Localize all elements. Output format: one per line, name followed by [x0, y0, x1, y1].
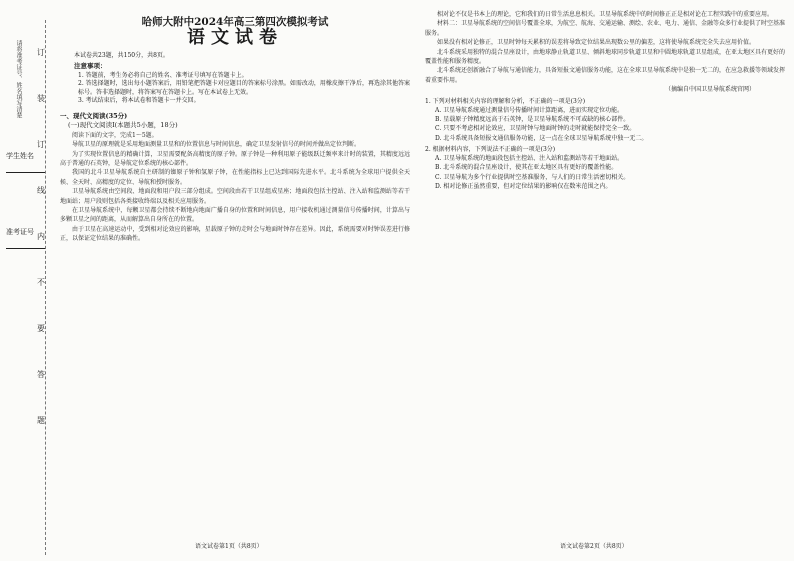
notes-heading: 注意事项： [74, 62, 107, 71]
exam-title: 哈师大附中2024年高三第四次模拟考试 [141, 16, 329, 28]
question-1-stem: 1. 下列对材料相关内容的理解和分析，不正确的一项是(3分) [425, 97, 586, 105]
left-page [60, 10, 410, 244]
passage-paragraph: 北斗系统采用独特的混合星座设计，由地球静止轨道卫星、倾斜地球同步轨道卫星和中圆地球轨道卫星组成，在亚太地区具有更好的覆盖性能和服务精度。 [425, 48, 786, 66]
seal-char: 装 [37, 94, 45, 103]
subject-title: 语文试卷 [187, 27, 283, 49]
binding-margin [0, 0, 52, 561]
subsection-heading: (一)现代文阅读Ⅰ(本题共5小题，18分) [68, 121, 178, 130]
right-page-footer: 语文试卷第2页（共8页） [560, 543, 628, 550]
passage-paragraph: 我国的北斗卫星导航系统自主研制的铷原子钟和氢原子钟，在性能指标上已达到国际先进水平。北斗系统为全球用户提供全天候、全天时、高精度的定位、导航和授时服务。 [60, 169, 410, 186]
passage-paragraph: 卫星导航系统由空间段、地面段和用户段三部分组成。空间段由若干卫星组成星座；地面段包括主控站、注入站和监测站等若干地面站；用户段则包括各类接收终端以及相关应用服务。 [60, 188, 410, 205]
passage-paragraph: 由于卫星在高速运动中，受到相对论效应的影响，星载原子钟的走时会与地面时钟存在差异。因此，系统需要对时钟误差进行修正，以保证定位结果的准确性。 [60, 225, 410, 243]
seal-char: 不 [37, 278, 45, 287]
seal-char: 订 [37, 48, 45, 57]
passage-paragraph: 为了实现位置信息的精确计算，卫星需要配备高精度的原子钟。原子钟是一种利用原子能级跃迁频率来计时的装置，其精度远远高于普通的石英钟，是导航定位系统的核心部件。 [60, 150, 410, 168]
right-page [425, 10, 785, 191]
seal-char: 要 [37, 324, 45, 333]
question-2-option-a: A. 卫星导航系统的地面段包括主控站、注入站和监测站等若干地面站。 [435, 155, 624, 163]
seal-char: 线 [37, 186, 45, 195]
note-item: 2. 答选择题时，选出每小题答案后，用铅笔把答题卡对应题目的答案标号涂黑。如需改动，用橡皮擦干净后，再选涂其他答案标号。答非选择题时，将答案写在答题卡上。写在本试卷上无效。 [78, 80, 410, 96]
question-1-option-c: C. 只要不考虑相对论效应，卫星时钟与地面时钟的走时就能保持完全一致。 [435, 125, 636, 133]
passage-paragraph: 相对论不仅是书本上的理论，它和我们的日常生活息息相关。卫星导航系统中的时间修正正是相对论在工程实践中的重要应用。 [437, 11, 774, 18]
left-page-footer: 语文试卷第1页（共8页） [195, 543, 263, 550]
passage-paragraph: 导航卫星的原理就是采用地面测量卫星和的位置信息与时间信息，确定卫星发射信号的时间并做出定位判断。 [72, 141, 361, 149]
question-2-stem: 2. 根据材料内容，下列说法不正确的一项是(3分) [425, 145, 556, 153]
seal-char: 订 [37, 140, 45, 149]
exam-number-label: 准考证号 [6, 228, 34, 236]
passage-source: （摘编自中国卫星导航系统官网） [664, 86, 755, 94]
section-heading: 一、现代文阅读(35分) [60, 112, 128, 120]
question-2-option-b: B. 北斗系统的混合星座设计，使其在亚太地区具有更好的覆盖性能。 [435, 164, 618, 172]
exam-meta: 本试卷共23题，共150分，共8页。 [74, 51, 169, 59]
passage-paragraph: 如果没有相对论修正，卫星时钟每天累积的误差将导致定位结果出现数公里的偏差，这将使导航系统完全失去应用价值。 [437, 39, 756, 47]
binding-note: 请将准考证号、姓名填写清楚 [15, 40, 22, 118]
instruction: 阅读下面的文字，完成1～5题。 [72, 131, 158, 139]
question-1-option-d: D. 北斗系统具备短报文通信服务功能，这一点在全球卫星导航系统中独一无二。 [435, 134, 648, 142]
binding-dashed-line [45, 20, 46, 555]
question-1-option-b: B. 星载原子钟精度远高于石英钟，是卫星导航系统不可或缺的核心部件。 [435, 116, 630, 124]
question-2-option-d: D. 相对论修正虽然重要，但对定位结果的影响仅在数米范围之内。 [435, 182, 612, 190]
note-item: 1. 答题前，考生务必将自己的姓名、准考证号填写在答题卡上。 [78, 71, 248, 79]
question-1-option-a: A. 卫星导航系统通过测量信号传播时间计算距离，进而实现定位功能。 [435, 107, 624, 115]
passage-paragraph: 材料二：卫星导航系统的空间信号覆盖全球，为航空、航海、交通运输、测绘、农业、电力、通信、金融等众多行业提供了时空基准服务。 [425, 20, 786, 37]
seal-char: 内 [37, 232, 45, 241]
note-item: 3. 考试结束后，将本试卷和答题卡一并交回。 [78, 97, 200, 105]
seal-char: 答 [37, 370, 45, 379]
passage-paragraph: 在卫星导航系统中，每颗卫星都会持续不断地向地面广播自身的位置和时间信息，用户接收机通过测量信号传播时间，计算出与多颗卫星之间的距离，从而解算出自身所在的位置。 [60, 207, 410, 224]
seal-char: 题 [37, 416, 45, 425]
passage-paragraph: 北斗系统还创新融合了导航与通信能力，具备短报文通信服务功能，这在全球卫星导航系统中是独一无二的，在应急救援等领域发挥着重要作用。 [425, 67, 786, 84]
question-2-option-c: C. 卫星导航为多个行业提供时空基准服务，与人们的日常生活密切相关。 [435, 173, 630, 181]
student-name-label: 学生姓名 [6, 152, 34, 160]
